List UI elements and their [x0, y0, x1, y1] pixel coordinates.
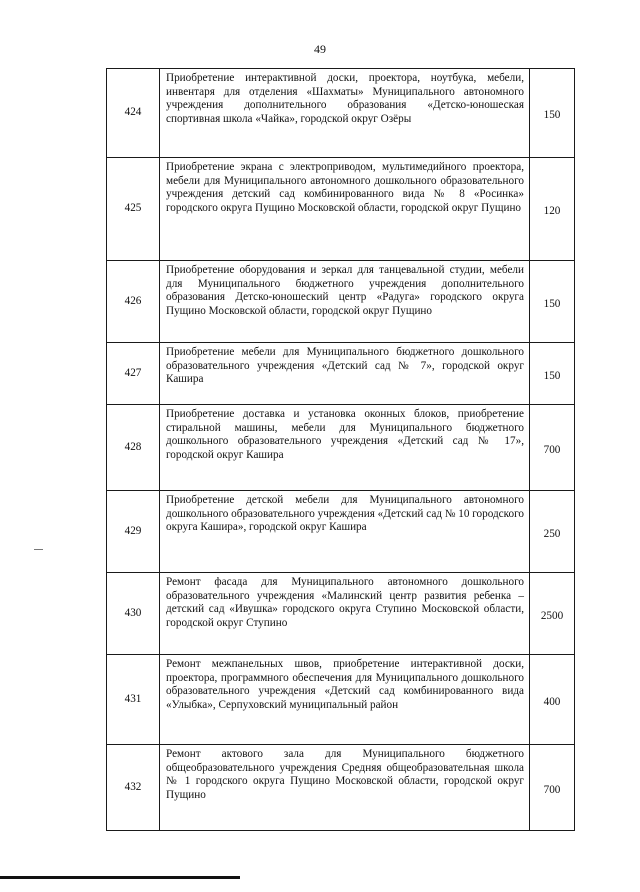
row-description: Приобретение детской мебели для Муниципального автономного дошкольного образовательного учреждения «Детский сад № 10 городского округа Кашира», городской округ Кашира [160, 491, 530, 573]
row-amount [530, 573, 575, 655]
page-number: 49 [314, 42, 326, 56]
row-description: Приобретение интерактивной доски, проектора, ноутбука, мебели, инвентаря для отделения «Шахматы» Муниципального автономного учреждения дополнительного образования «Детско-юношеская спортивная школа «Чайка», городской округ Озёры [160, 69, 530, 158]
row-amount-value: 250 [543, 527, 561, 540]
row-amount [530, 405, 575, 491]
row-amount-value: 120 [543, 205, 561, 218]
row-amount-value: 150 [543, 369, 561, 382]
row-description: Ремонт межпанельных швов, приобретение интерактивной доски, проектора, программного обеспечения для Муниципального дошкольного образовательного учреждения «Детский сад комбинированного вида «Улыбка», Серпуховский муниципальный район [160, 655, 530, 745]
row-amount [530, 745, 575, 831]
row-number: 429 [107, 491, 160, 573]
row-description: Приобретение экрана с электроприводом, мультимедийного проектора, мебели для Муниципального автономного дошкольного образовательного учреждения детский сад комбинированного вида № 8 «Росинка» городского округа Пущино Московской области, городской округ Пущино [160, 158, 530, 261]
row-amount-value: 700 [543, 443, 561, 456]
funding-table [106, 68, 575, 831]
table-row [107, 343, 575, 405]
row-amount [530, 158, 575, 261]
row-amount [530, 343, 575, 405]
row-amount [530, 491, 575, 573]
row-description: Приобретение доставка и установка оконных блоков, приобретение стиральной машины, мебели для Муниципального бюджетного дошкольного образовательного учреждения «Детский сад № 17», городской округ Кашира [160, 405, 530, 491]
table-row [107, 69, 575, 158]
table-row [107, 491, 575, 573]
table-row [107, 655, 575, 745]
row-amount-value: 150 [543, 109, 561, 122]
row-number: 426 [107, 261, 160, 343]
row-amount [530, 655, 575, 745]
row-number: 432 [107, 745, 160, 831]
table-row [107, 261, 575, 343]
table-row [107, 405, 575, 491]
row-number: 425 [107, 158, 160, 261]
row-amount-value: 400 [543, 695, 561, 708]
row-amount-value: 700 [543, 783, 561, 796]
row-number: 430 [107, 573, 160, 655]
row-description: Приобретение мебели для Муниципального бюджетного дошкольного образовательного учреждения «Детский сад № 7», городской округ Кашира [160, 343, 530, 405]
row-amount [530, 69, 575, 158]
scan-mark [34, 549, 43, 550]
row-description: Ремонт актового зала для Муниципального бюджетного общеобразовательного учреждения Средняя общеобразовательная школа № 1 городского округа Пущино Московской области, городской округ Пущино [160, 745, 530, 831]
row-description: Приобретение оборудования и зеркал для танцевальной студии, мебели для Муниципального бюджетного учреждения дополнительного образования Детско-юношеский центр «Радуга» городского округа Пущино Московской области, городской округ Пущино [160, 261, 530, 343]
footer-rule [0, 876, 240, 879]
row-description: Ремонт фасада для Муниципального автономного дошкольного образовательного учреждения «Малинский центр развития ребенка – детский сад «Ивушка» городского округа Ступино Московской области, городской округ Ступино [160, 573, 530, 655]
table-row [107, 573, 575, 655]
row-number: 428 [107, 405, 160, 491]
row-number: 427 [107, 343, 160, 405]
table-row [107, 158, 575, 261]
row-amount-value: 2500 [540, 609, 564, 622]
row-amount [530, 261, 575, 343]
table-row [107, 745, 575, 831]
row-number: 424 [107, 69, 160, 158]
row-amount-value: 150 [543, 297, 561, 310]
row-number: 431 [107, 655, 160, 745]
